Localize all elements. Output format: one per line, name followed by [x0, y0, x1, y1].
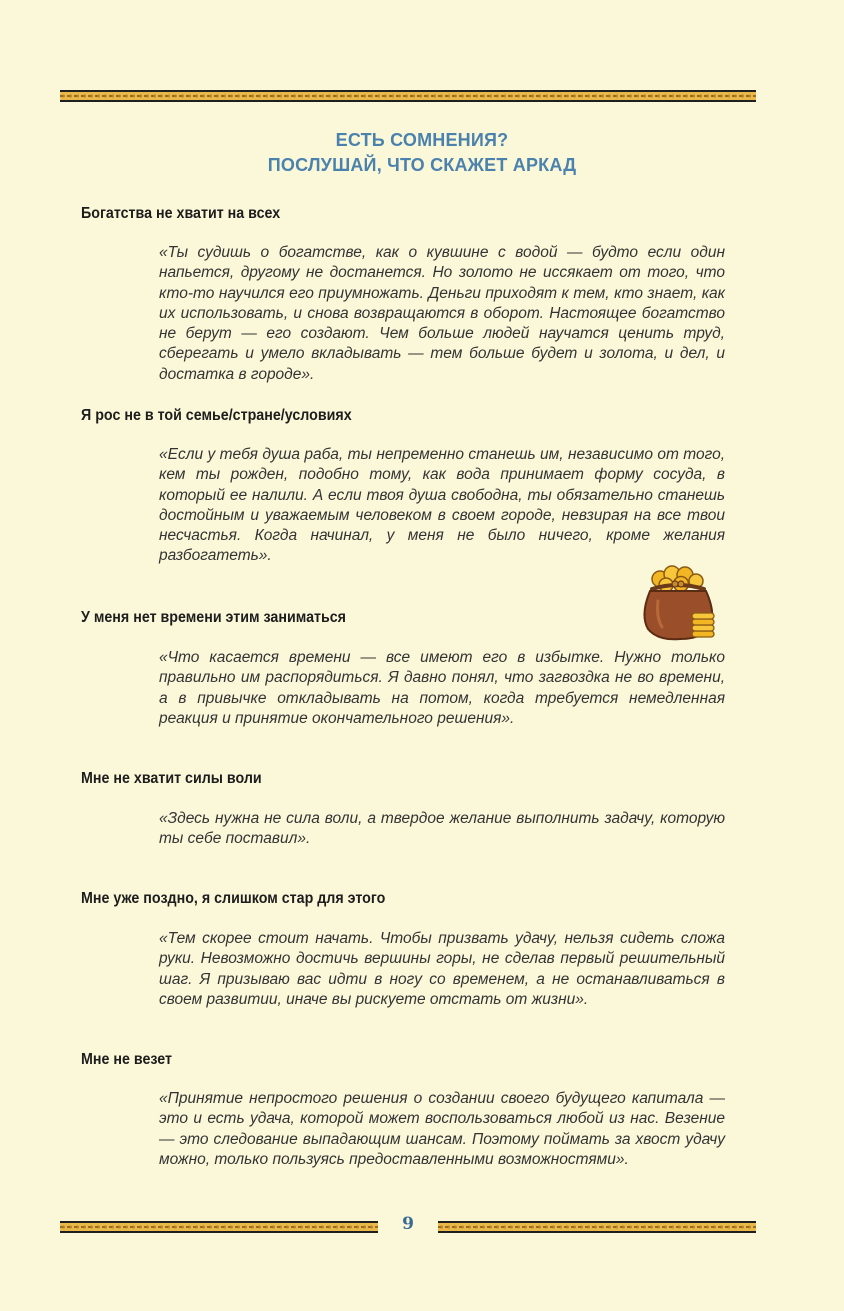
section-heading: Мне не везет — [81, 1051, 173, 1068]
section-quote: «Принятие непростого решения о создании своего будущего капитала — это и есть удача, которой может воспользоваться любой из нас. Везение — это следование выпадающим шансам. Поэтому поймать за хвост удачу можно, только пользуясь предоставленными возможностями». — [159, 1090, 725, 1168]
section-heading: Богатства не хватит на всех — [81, 205, 281, 222]
section-heading: У меня нет времени этим заниматься — [81, 609, 347, 626]
coin-purse-icon — [638, 565, 724, 645]
section-quote: «Тем скорее стоит начать. Чтобы призвать удачу, нельзя сидеть сложа руки. Невозможно достичь вершины горы, не сделав первый решительный шаг. Я призываю вас идти в ногу со временем, а не останавливаться в своем развитии, иначе вы рискуете отстать от жизни». — [159, 930, 725, 1008]
page-title — [0, 128, 844, 178]
top-ornament-divider — [60, 90, 756, 102]
section-quote: «Ты судишь о богатстве, как о кувшине с водой — будто если один напьется, другому не достанется. Но золото не иссякает от того, что кто-то научился его приумножать. Деньги приходят к тем, кто знает, как их использовать, и снова возвращаются в оборот. Настоящее богатство не берут — его создают. Чем больше людей научатся ценить труд, сберегать и умело вкладывать — тем больше будет и золота, и дел, и достатка в городе». — [159, 244, 725, 383]
section-heading: Мне уже поздно, я слишком стар для этого — [81, 890, 386, 907]
section-heading: Я рос не в той семье/стране/условиях — [81, 407, 352, 424]
bottom-ornament-divider-left — [60, 1221, 378, 1233]
page-title-line-1: ЕСТЬ СОМНЕНИЯ? — [335, 130, 509, 150]
section-heading: Мне не хватит силы воли — [81, 770, 262, 787]
page-number: 9 — [402, 1214, 414, 1234]
section-quote: «Здесь нужна не сила воли, а твердое желание выполнить задачу, которую ты себе поставил». — [159, 810, 725, 848]
section-quote: «Что касается времени — все имеют его в избытке. Нужно только правильно им распорядиться. Я давно понял, что загвоздка не во времени, а в привычке откладывать на потом, когда требуется немедленная реакция и принятие окончательного решения». — [159, 649, 725, 727]
bottom-ornament-divider-right — [438, 1221, 756, 1233]
page-title-line-2: ПОСЛУШАЙ, ЧТО СКАЖЕТ АРКАД — [267, 155, 577, 175]
section-quote: «Если у тебя душа раба, ты непременно станешь им, независимо от того, кем ты рожден, подобно тому, как вода принимает форму сосуда, в который ее налили. А если твоя душа свободна, ты обязательно станешь достойным и уважаемым человеком в своем городе, невзирая на все твои несчастья. Когда начинал, у меня не было ничего, кроме желания разбогатеть». — [159, 446, 725, 565]
